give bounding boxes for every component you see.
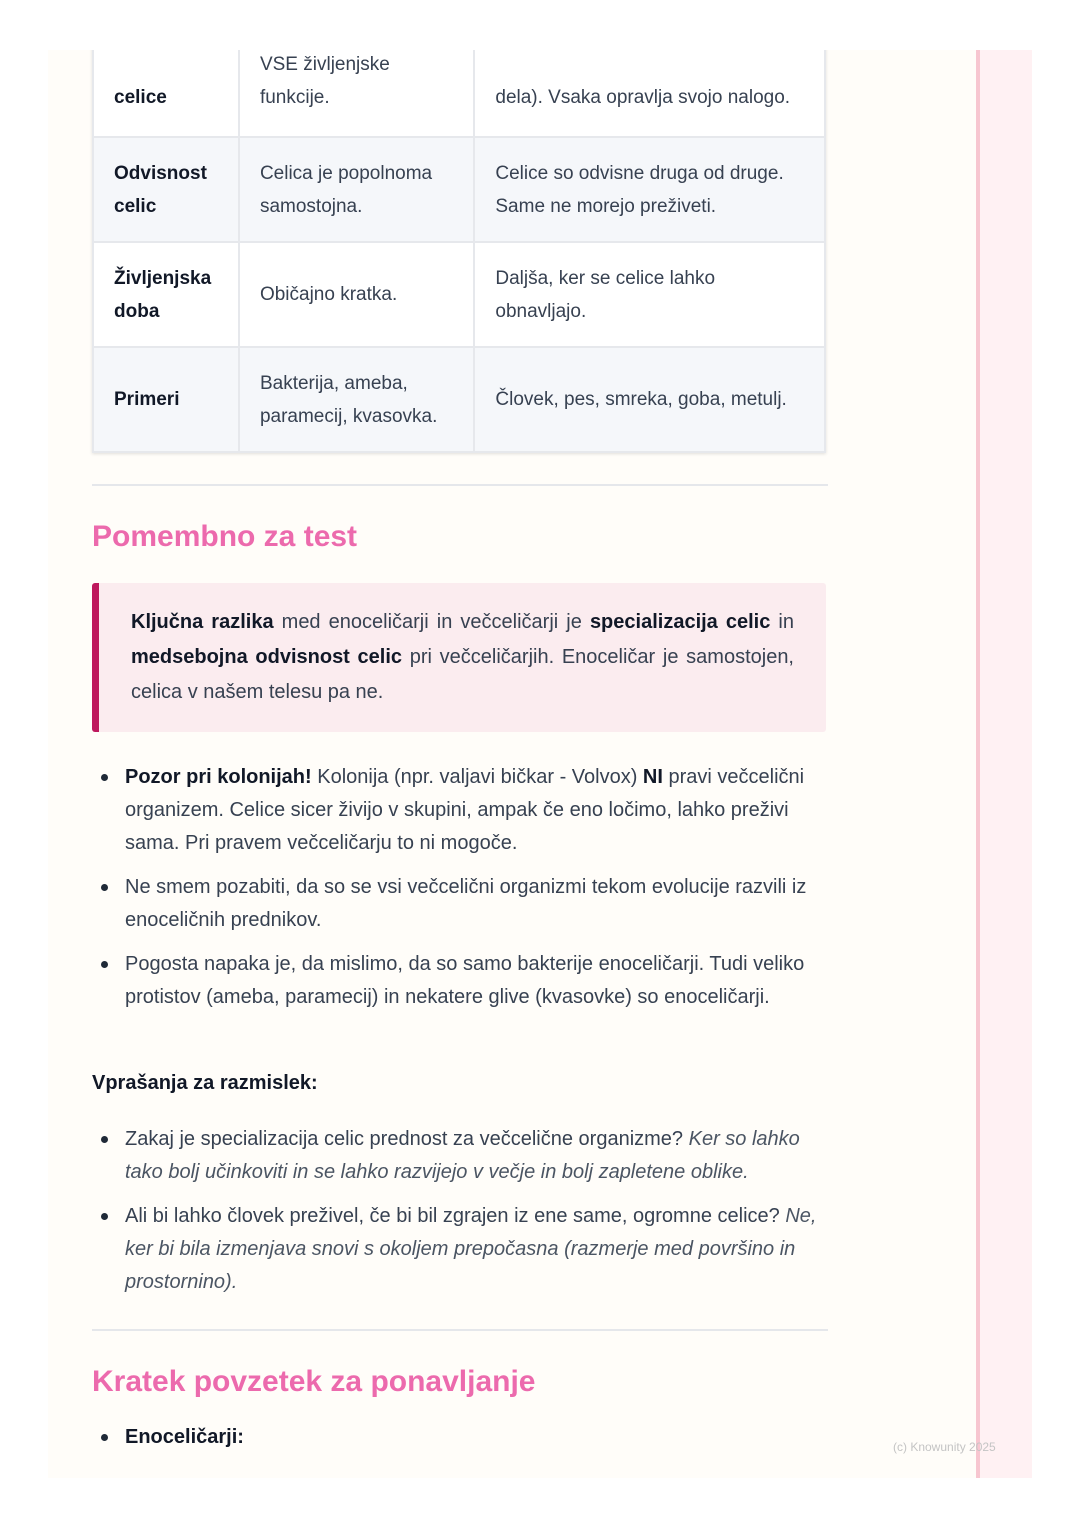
questions-list: [92, 1123, 828, 1310]
list-item: Pogosta napaka je, da mislimo, da so samo bakterije enoceličarji. Tudi veliko protistov (ameba, paramecij) in nekatere glive (kvasovke) so enoceličarji.: [92, 948, 828, 1014]
section-divider: [92, 1329, 828, 1331]
table-row: [93, 137, 825, 242]
section-title-summary: Kratek povzetek za ponavljanje: [92, 1365, 536, 1398]
section-title-test: Pomembno za test: [92, 520, 358, 553]
table-cell-multicellular: Celice so odvisne druga od druge. Same ne morejo preživeti.: [474, 137, 825, 242]
table-row: [93, 50, 825, 137]
page-margin-line: [976, 50, 980, 1478]
questions-heading: Vprašanja za razmislek:: [92, 1072, 318, 1094]
bullet-icon: [101, 1213, 108, 1220]
bullet-icon: [101, 1434, 108, 1441]
document-page: [48, 50, 1032, 1478]
list-item: Ali bi lahko človek preživel, če bi bil zgrajen iz ene same, ogromne celice? Ne, ker bi bila izmenjava snovi s okoljem prepočasna (razmerje med površino in prostornino).: [92, 1200, 828, 1299]
table-cell-multicellular: Človek, pes, smreka, goba, metulj.: [474, 347, 825, 452]
section-divider: [92, 484, 828, 486]
comparison-table: [92, 50, 826, 453]
table-row: [93, 347, 825, 452]
callout-text: Ključna razlika med enoceličarji in večceličarji je specializacija celic in medsebojna odvisnost celic pri večceličarjih. Enoceličar je samostojen, celica v našem telesu pa ne.: [131, 611, 795, 703]
list-item: Pozor pri kolonijah! Kolonija (npr. valjavi bičkar - Volvox) NI pravi večcelični organizem. Celice sicer živijo v skupini, ampak če eno ločimo, lahko preživi sama. Pri pravem večceličarju to ni mogoče.: [92, 761, 828, 860]
test-tips-list: [92, 761, 828, 1025]
list-item: Enoceličarji:: [92, 1421, 828, 1454]
summary-list: [92, 1421, 828, 1465]
table-row: [93, 242, 825, 347]
key-difference-callout: [92, 583, 826, 732]
table-cell-unicellular: VSE življenjske funkcije.: [239, 50, 474, 137]
copyright-footer: (c) Knowunity 2025: [893, 1440, 996, 1454]
bullet-icon: [101, 774, 108, 781]
table-row-head: Življenjska doba: [93, 242, 239, 347]
table-cell-multicellular: dela). Vsaka opravlja svojo nalogo.: [474, 50, 825, 137]
table-cell-multicellular: Daljša, ker se celice lahko obnavljajo.: [474, 242, 825, 347]
list-item: Ne smem pozabiti, da so se vsi večcelični organizmi tekom evolucije razvili iz enoceličnih prednikov.: [92, 871, 828, 937]
bullet-icon: [101, 884, 108, 891]
table-cell-unicellular: Običajno kratka.: [239, 242, 474, 347]
table-row-head: Primeri: [93, 347, 239, 452]
bullet-icon: [101, 1136, 108, 1143]
list-item: Zakaj je specializacija celic prednost za večcelične organizme? Ker so lahko tako bolj učinkoviti in se lahko razvijejo v večje in bolj zapletene oblike.: [92, 1123, 828, 1189]
table-cell-unicellular: Bakterija, ameba, paramecij, kvasovka.: [239, 347, 474, 452]
table-cell-unicellular: Celica je popolnoma samostojna.: [239, 137, 474, 242]
table-row-head: Odvisnost celic: [93, 137, 239, 242]
table-row-head: celice: [93, 50, 239, 137]
bullet-icon: [101, 961, 108, 968]
page-margin-strip: [976, 50, 1032, 1478]
